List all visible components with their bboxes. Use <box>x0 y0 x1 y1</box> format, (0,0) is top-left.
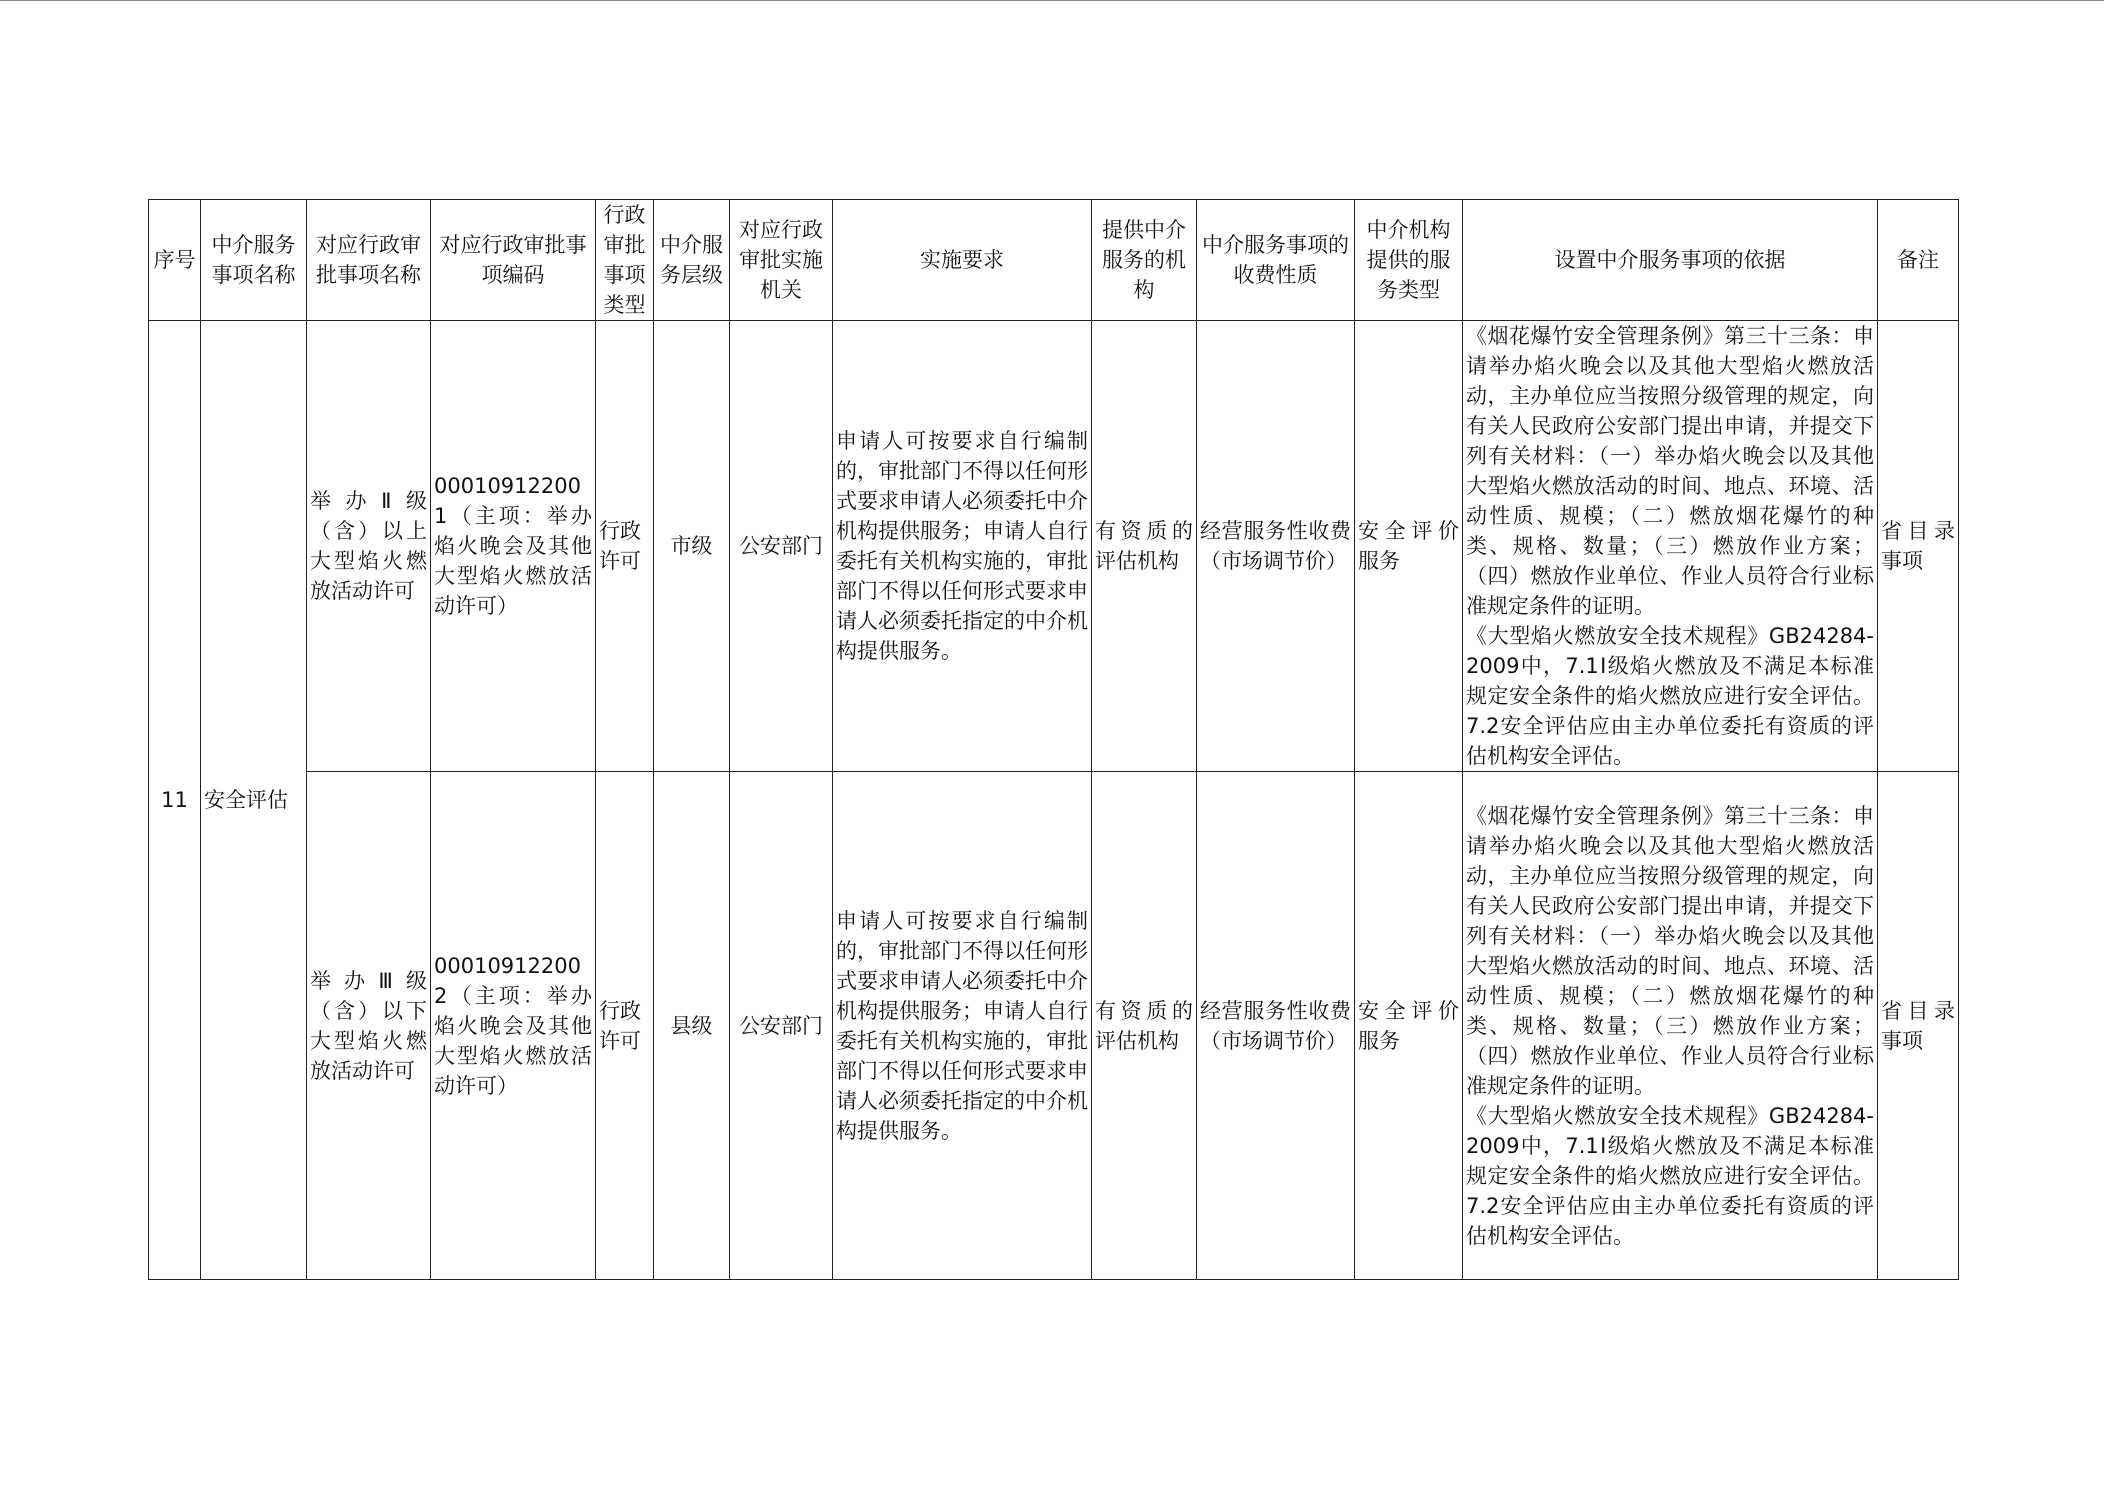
header-service-name: 中介服务事项名称 <box>201 200 307 321</box>
approval-name-cell: 举办Ⅱ级（含）以上大型焰火燃放活动许可 <box>307 321 431 772</box>
requirement-cell: 申请人可按要求自行编制的，审批部门不得以任何形式要求申请人必须委托中介机构提供服务；申请人自行委托有关机构实施的，审批部门不得以任何形式要求申请人必须委托指定的中介机构提供服务。 <box>833 321 1092 772</box>
header-approval-type: 行政审批事项类型 <box>596 200 654 321</box>
fee-nature-cell: 经营服务性收费（市场调节价） <box>1197 772 1355 1280</box>
provider-cell: 有资质的评估机构 <box>1092 772 1197 1280</box>
remark-cell: 省目录事项 <box>1878 321 1959 772</box>
header-approval-name: 对应行政审批事项名称 <box>307 200 431 321</box>
header-service-level: 中介服务层级 <box>654 200 730 321</box>
header-remark: 备注 <box>1878 200 1959 321</box>
requirement-cell: 申请人可按要求自行编制的，审批部门不得以任何形式要求申请人必须委托中介机构提供服务；申请人自行委托有关机构实施的，审批部门不得以任何形式要求申请人必须委托指定的中介机构提供服务。 <box>833 772 1092 1280</box>
approval-name-cell: 举办Ⅲ级（含）以下大型焰火燃放活动许可 <box>307 772 431 1280</box>
authority-cell: 公安部门 <box>730 321 833 772</box>
intermediary-service-table <box>148 199 1959 1280</box>
approval-code-cell: 000109122002（主项：举办焰火晚会及其他大型焰火燃放活动许可） <box>431 772 596 1280</box>
header-basis: 设置中介服务事项的依据 <box>1463 200 1878 321</box>
table-row <box>149 772 1959 1280</box>
header-requirement: 实施要求 <box>833 200 1092 321</box>
basis-cell: 《烟花爆竹安全管理条例》第三十三条：申请举办焰火晚会以及其他大型焰火燃放活动，主办单位应当按照分级管理的规定，向有关人民政府公安部门提出申请，并提交下列有关材料：（一）举办焰火晚会以及其他大型焰火燃放活动的时间、地点、环境、活动性质、规模；（二）燃放烟花爆竹的种类、规格、数量；（三）燃放作业方案；（四）燃放作业单位、作业人员符合行业标准规定条件的证明。 《大型焰火燃放安全技术规程》GB24284-2009中，7.1Ⅰ级焰火燃放及不满足本标准规定安全条件的焰火燃放应进行安全评估。7.2安全评估应由主办单位委托有资质的评估机构安全评估。 <box>1463 321 1878 772</box>
header-provider: 提供中介服务的机构 <box>1092 200 1197 321</box>
header-seq: 序号 <box>149 200 201 321</box>
table-header-row <box>149 200 1959 321</box>
provider-cell: 有资质的评估机构 <box>1092 321 1197 772</box>
header-approval-code: 对应行政审批事项编码 <box>431 200 596 321</box>
service-type-cell: 安全评价服务 <box>1355 321 1463 772</box>
seq-cell: 11 <box>149 321 201 1280</box>
fee-nature-cell: 经营服务性收费（市场调节价） <box>1197 321 1355 772</box>
table-row <box>149 321 1959 772</box>
authority-cell: 公安部门 <box>730 772 833 1280</box>
basis-cell: 《烟花爆竹安全管理条例》第三十三条：申请举办焰火晚会以及其他大型焰火燃放活动，主办单位应当按照分级管理的规定，向有关人民政府公安部门提出申请，并提交下列有关材料：（一）举办焰火晚会以及其他大型焰火燃放活动的时间、地点、环境、活动性质、规模；（二）燃放烟花爆竹的种类、规格、数量；（三）燃放作业方案；（四）燃放作业单位、作业人员符合行业标准规定条件的证明。 《大型焰火燃放安全技术规程》GB24284-2009中，7.1Ⅰ级焰火燃放及不满足本标准规定安全条件的焰火燃放应进行安全评估。7.2安全评估应由主办单位委托有资质的评估机构安全评估。 <box>1463 772 1878 1280</box>
header-service-type: 中介机构提供的服务类型 <box>1355 200 1463 321</box>
header-fee-nature: 中介服务事项的收费性质 <box>1197 200 1355 321</box>
approval-type-cell: 行政许可 <box>596 321 654 772</box>
service-name-cell: 安全评估 <box>201 321 307 1280</box>
header-authority: 对应行政审批实施机关 <box>730 200 833 321</box>
remark-cell: 省目录事项 <box>1878 772 1959 1280</box>
approval-type-cell: 行政许可 <box>596 772 654 1280</box>
page-top-border <box>0 0 2104 1</box>
service-level-cell: 市级 <box>654 321 730 772</box>
approval-code-cell: 000109122001（主项：举办焰火晚会及其他大型焰火燃放活动许可） <box>431 321 596 772</box>
service-level-cell: 县级 <box>654 772 730 1280</box>
service-type-cell: 安全评价服务 <box>1355 772 1463 1280</box>
